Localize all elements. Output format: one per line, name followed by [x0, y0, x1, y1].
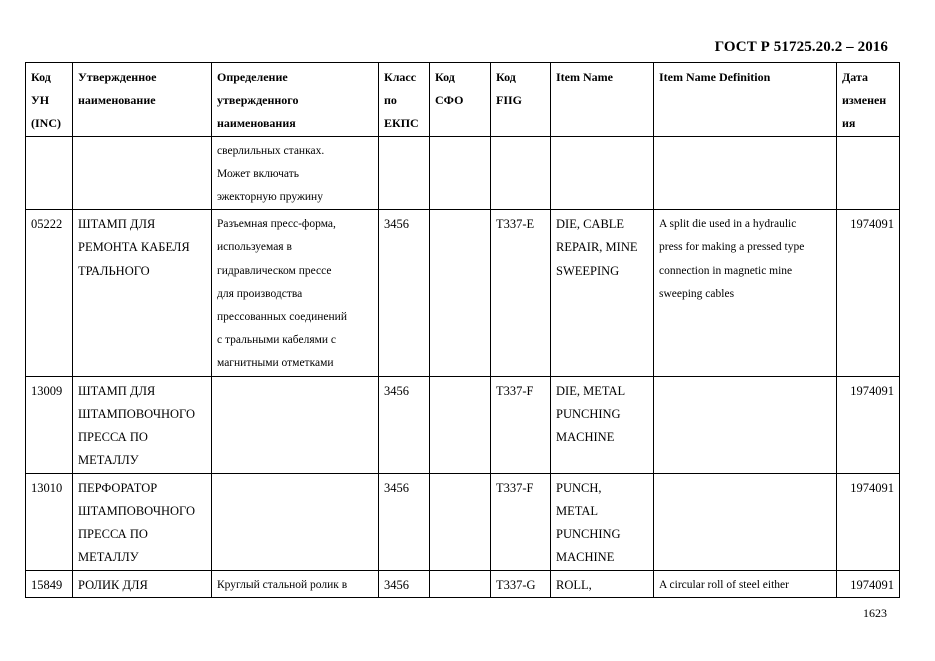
fiig-cell: [491, 210, 551, 376]
fiig-cell: [491, 570, 551, 597]
header-text-line: наименование: [78, 93, 156, 108]
cell-text-line: 1974091: [850, 217, 894, 232]
column-header-definition: [212, 63, 379, 137]
item-name-cell: [551, 570, 654, 597]
item-name-definition-cell: [654, 570, 837, 597]
definition-cell: [212, 210, 379, 376]
column-header-inc: [26, 63, 73, 137]
approved-name-cell: [73, 473, 212, 570]
table-row: [26, 570, 900, 597]
table-row: [26, 210, 900, 376]
header-text-line: Определение: [217, 70, 288, 84]
approved-name-cell: [73, 136, 212, 210]
cell-text-line: T337-G: [496, 577, 536, 592]
cell-text-line: METAL: [556, 503, 599, 518]
cell-text-line: используемая в: [217, 241, 292, 254]
cell-text-line: A circular roll of steel either: [659, 578, 789, 591]
table-row: [26, 376, 900, 473]
sfo-cell: [430, 473, 491, 570]
cell-text-line: PUNCH,: [556, 480, 602, 495]
change-date-cell: [837, 376, 900, 473]
header-text-line: (INC): [31, 116, 61, 131]
column-header-sfo: [430, 63, 491, 137]
cell-text-line: T337-F: [496, 383, 534, 398]
header-text-line: утвержденного: [217, 93, 299, 108]
header-text-line: Код: [31, 70, 51, 84]
cell-text-line: 3456: [384, 577, 409, 592]
cell-text-line: DIE, CABLE: [556, 217, 625, 232]
cell-text-line: connection in magnetic mine: [659, 264, 793, 277]
column-header-item-name-definition: [654, 63, 837, 137]
header-text-line: Item Name Definition: [659, 70, 771, 84]
class-cell: [379, 570, 430, 597]
fiig-cell: [491, 473, 551, 570]
item-name-definition-cell: [654, 210, 837, 376]
definition-cell: [212, 136, 379, 210]
class-cell: [379, 473, 430, 570]
cell-text-line: T337-F: [496, 480, 534, 495]
table-header-row: [26, 63, 900, 137]
class-cell: [379, 376, 430, 473]
header-text-line: УН: [31, 93, 50, 108]
sfo-cell: [430, 136, 491, 210]
cell-text-line: PUNCHING: [556, 527, 621, 542]
cell-text-line: ПРЕССА ПО: [78, 527, 148, 542]
cell-text-line: MACHINE: [556, 550, 615, 565]
approved-name-cell: [73, 376, 212, 473]
sfo-cell: [430, 570, 491, 597]
cell-text-line: press for making a pressed type: [659, 241, 805, 254]
definition-cell: [212, 376, 379, 473]
item-name-cell: [551, 136, 654, 210]
change-date-cell: [837, 570, 900, 597]
change-date-cell: [837, 473, 900, 570]
cell-text-line: Может включать: [217, 167, 299, 180]
column-header-item-name: [551, 63, 654, 137]
cell-text-line: ROLL,: [556, 577, 592, 592]
header-text-line: ия: [842, 116, 856, 131]
cell-text-line: 15849: [31, 577, 63, 592]
cell-text-line: A split die used in a hydraulic: [659, 218, 797, 231]
column-header-class: [379, 63, 430, 137]
item-name-cell: [551, 210, 654, 376]
column-header-approved-name: [73, 63, 212, 137]
cell-text-line: MACHINE: [556, 430, 615, 445]
column-header-fiig: [491, 63, 551, 137]
definition-cell: [212, 473, 379, 570]
approved-name-cell: [73, 210, 212, 376]
item-name-cell: [551, 473, 654, 570]
cell-text-line: МЕТАЛЛУ: [78, 550, 139, 565]
cell-text-line: REPAIR, MINE: [556, 240, 638, 255]
inc-cell: [26, 473, 73, 570]
cell-text-line: прессованных соединений: [217, 311, 347, 324]
class-cell: [379, 136, 430, 210]
inc-cell: [26, 570, 73, 597]
class-cell: [379, 210, 430, 376]
header-text-line: Item Name: [556, 70, 613, 84]
cell-text-line: ШТАМП ДЛЯ: [78, 217, 156, 232]
cell-text-line: РОЛИК ДЛЯ: [78, 577, 148, 592]
header-text-line: СФО: [435, 93, 464, 108]
inc-cell: [26, 210, 73, 376]
header-text-line: по: [384, 93, 397, 108]
nomenclature-table: [25, 62, 900, 598]
column-header-change-date: [837, 63, 900, 137]
fiig-cell: [491, 376, 551, 473]
sfo-cell: [430, 376, 491, 473]
definition-cell: [212, 570, 379, 597]
cell-text-line: 3456: [384, 217, 409, 232]
cell-text-line: 1974091: [850, 383, 894, 398]
cell-text-line: магнитными отметками: [217, 357, 334, 370]
cell-text-line: 3456: [384, 480, 409, 495]
header-text-line: Дата: [842, 70, 868, 84]
header-text-line: Код: [496, 70, 516, 84]
cell-text-line: DIE, METAL: [556, 383, 626, 398]
item-name-definition-cell: [654, 136, 837, 210]
table-row: [26, 473, 900, 570]
header-text-line: Код: [435, 70, 455, 84]
cell-text-line: Разъемная пресс-форма,: [217, 218, 336, 231]
cell-text-line: ШТАМП ДЛЯ: [78, 383, 156, 398]
header-text-line: ЕКПС: [384, 116, 419, 131]
cell-text-line: ТРАЛЬНОГО: [78, 263, 150, 278]
change-date-cell: [837, 136, 900, 210]
cell-text-line: sweeping cables: [659, 287, 735, 300]
header-text-line: изменен: [842, 93, 887, 108]
approved-name-cell: [73, 570, 212, 597]
cell-text-line: 13010: [31, 480, 63, 495]
header-text-line: Класс: [384, 70, 417, 84]
inc-cell: [26, 136, 73, 210]
cell-text-line: ПРЕССА ПО: [78, 430, 148, 445]
cell-text-line: сверлильных станках.: [217, 144, 325, 157]
inc-cell: [26, 376, 73, 473]
cell-text-line: 1974091: [850, 577, 894, 592]
cell-text-line: гидравлическом прессе: [217, 264, 332, 277]
item-name-cell: [551, 376, 654, 473]
document-standard-header: ГОСТ Р 51725.20.2 – 2016: [714, 39, 888, 55]
item-name-definition-cell: [654, 376, 837, 473]
cell-text-line: Круглый стальной ролик в: [217, 578, 348, 591]
header-text-line: FIIG: [496, 93, 523, 108]
cell-text-line: 05222: [31, 217, 63, 232]
table-body: [26, 136, 900, 597]
cell-text-line: SWEEPING: [556, 263, 620, 278]
cell-text-line: T337-E: [496, 217, 535, 232]
header-text-line: Утвержденное: [78, 70, 157, 84]
cell-text-line: ШТАМПОВОЧНОГО: [78, 406, 195, 421]
cell-text-line: МЕТАЛЛУ: [78, 453, 139, 468]
cell-text-line: 13009: [31, 383, 63, 398]
item-name-definition-cell: [654, 473, 837, 570]
header-text-line: наименования: [217, 116, 296, 131]
cell-text-line: для производства: [217, 287, 303, 300]
cell-text-line: с тральными кабелями с: [217, 334, 337, 347]
fiig-cell: [491, 136, 551, 210]
cell-text-line: ШТАМПОВОЧНОГО: [78, 503, 195, 518]
page-number: 1623: [863, 606, 887, 620]
table-row: [26, 136, 900, 210]
cell-text-line: 3456: [384, 383, 409, 398]
change-date-cell: [837, 210, 900, 376]
cell-text-line: эжекторную пружину: [217, 191, 323, 204]
cell-text-line: PUNCHING: [556, 406, 621, 421]
cell-text-line: 1974091: [850, 480, 894, 495]
cell-text-line: РЕМОНТА КАБЕЛЯ: [78, 240, 190, 255]
sfo-cell: [430, 210, 491, 376]
cell-text-line: ПЕРФОРАТОР: [78, 480, 158, 495]
